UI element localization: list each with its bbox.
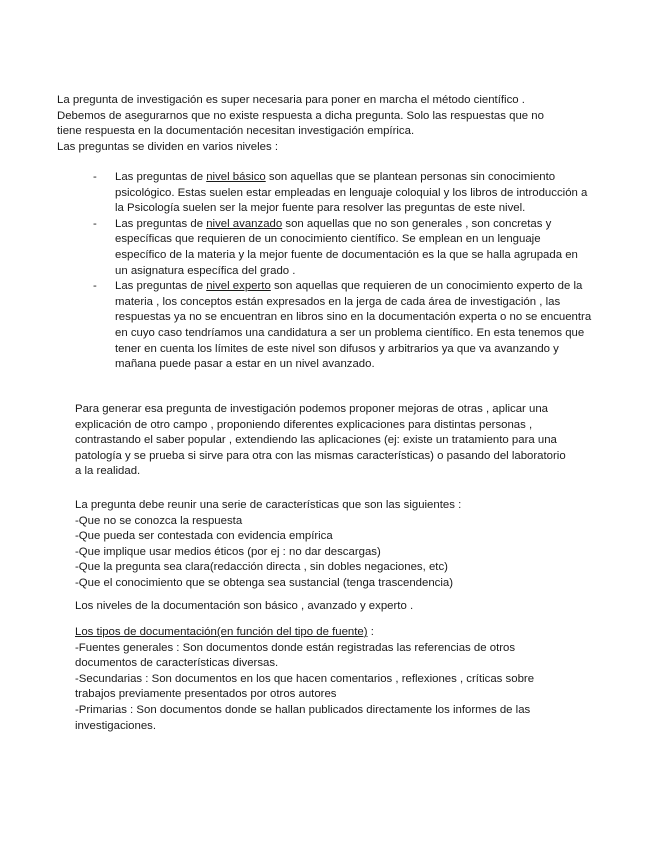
doc-type-item: -Primarias : Son documentos donde se hallan publicados directamente los informes de las investigaciones. (75, 703, 531, 732)
characteristic-item: -Que el conocimiento que se obtenga sea sustancial (tenga trascendencia) (75, 576, 454, 589)
level-text-post: son aquellas que no son generales , son concretas y específicas que requieren de un conocimiento científico. Se emplean en un lenguaje específico de la materia y la mejor fuente de documentación es la que se halla agrupada en un asignatura específica del grado . (115, 217, 578, 277)
doc-types-heading: Los tipos de documentación(en función del tipo de fuente) (75, 626, 368, 638)
level-item-expert (88, 279, 593, 373)
intro-line: Debemos de asegurarnos que no existe respuesta a dicha pregunta. Solo las respuestas que no (57, 109, 544, 122)
intro-line: La pregunta de investigación es super necesaria para poner en marcha el método científico . (57, 94, 525, 106)
generate-paragraph: Para generar esa pregunta de investigación podemos proponer mejoras de otras , aplicar una explicación de otro campo , proponiendo diferentes explicaciones para distintas personas , contrastando el saber popular , extendiendo las aplicaciones (ej: existe un tratamiento para una patología y se prueba si sirve para otra con las mismas características) o pasando del laboratorio a la realidad. (75, 403, 566, 478)
intro-line: tiene respuesta en la documentación necesitan investigación empírica. (57, 125, 415, 138)
levels-sentence: Los niveles de la documentación son básico , avanzado y experto . (75, 600, 414, 612)
level-term-expert: nivel experto (206, 280, 271, 293)
characteristic-item: -Que pueda ser contestada con evidencia empírica (75, 530, 333, 543)
characteristic-item: -Que no se conozca la respuesta (75, 514, 243, 527)
level-text-pre: Las preguntas de (115, 280, 207, 293)
list-dash: - (93, 217, 97, 230)
level-text-pre: Las preguntas de (115, 217, 207, 230)
intro-paragraph (57, 93, 587, 155)
doc-types-section (75, 625, 570, 734)
doc-types-heading-line (75, 625, 570, 641)
list-dash: - (93, 171, 97, 183)
characteristic-item: -Que la pregunta sea clara(redacción directa , sin dobles negaciones, etc) (75, 561, 448, 574)
intro-line: Las preguntas se dividen en varios niveles : (57, 140, 278, 153)
doc-type-item: -Fuentes generales : Son documentos donde están registradas las referencias de otros documentos de características diversas. (75, 641, 516, 670)
level-text-post: son aquellas que se plantean personas sin conocimiento psicológico. Estas suelen estar empleadas en lenguaje coloquial y los libros de introducción a la Psicología suelen ser la mejor fuente para resolver las preguntas de este nivel. (115, 171, 588, 215)
level-term-basic: nivel básico (206, 171, 266, 183)
list-dash: - (93, 280, 97, 293)
doc-type-item: -Secundarias : Son documentos en los que hacen comentarios , reflexiones , críticas sobre trabajos previamente presentados por otros autores (75, 672, 535, 701)
level-term-advanced: nivel avanzado (206, 217, 283, 230)
characteristics-section (75, 498, 595, 592)
level-text-pre: Las preguntas de (115, 171, 207, 183)
characteristics-intro: La pregunta debe reunir una serie de características que son las siguientes : (75, 499, 462, 511)
doc-types-heading-suffix: : (367, 626, 374, 638)
level-text-post: son aquellas que requieren de un conocimiento experto de la materia , los conceptos están expresados en la jerga de cada área de investigación , las respuestas ya no se encuentran en libros sino en la documentación experta o no se encuentra en cuyo caso tendríamos una candidatura a ser un problema científico. En esta tenemos que tener en cuenta los límites de este nivel son difusos y arbitrarios ya que va avanzando y mañana puede pasar a estar en un nivel avanzado. (115, 280, 592, 371)
level-item-advanced (88, 217, 593, 279)
levels-list (88, 170, 593, 373)
level-item-basic (88, 170, 593, 217)
characteristic-item: -Que implique usar medios éticos (por ej : no dar descargas) (75, 545, 381, 558)
